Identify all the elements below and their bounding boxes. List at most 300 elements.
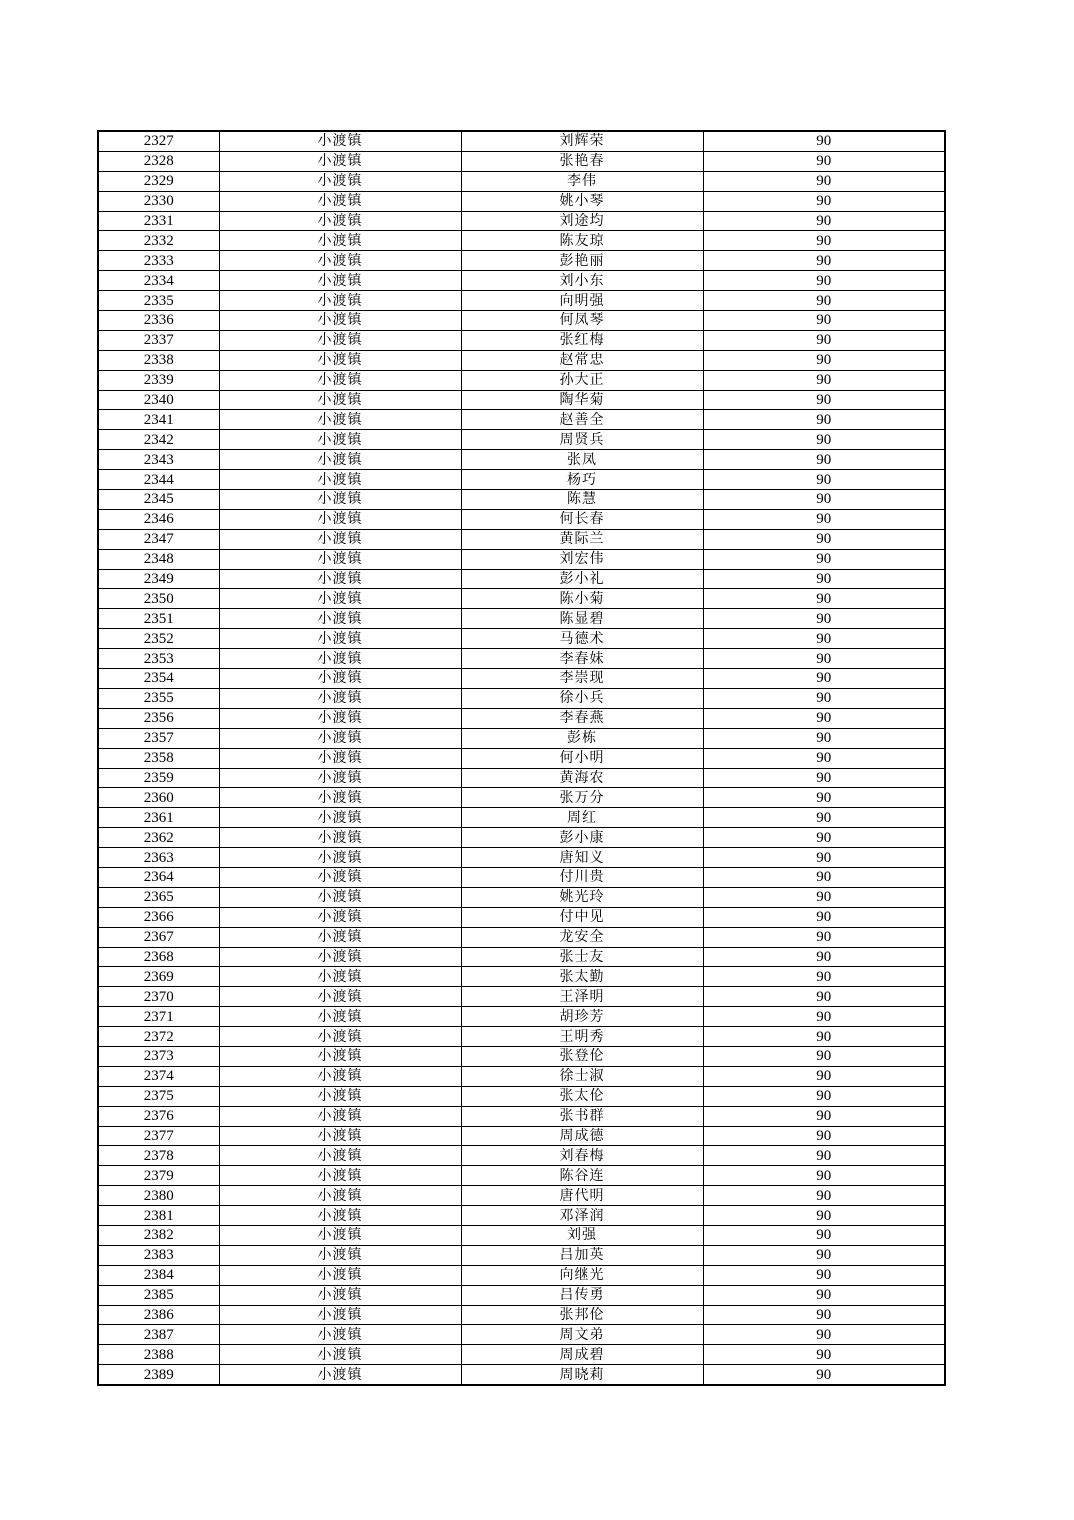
town-cell: 小渡镇: [219, 1046, 461, 1066]
town-cell: 小渡镇: [219, 271, 461, 291]
table-row: [98, 907, 945, 927]
table-row: [98, 1166, 945, 1186]
person-name-cell: 陈谷连: [461, 1166, 703, 1186]
table-row: [98, 1086, 945, 1106]
person-name-cell: 张太勤: [461, 967, 703, 987]
score-cell: 90: [703, 370, 945, 390]
row-number-cell: 2346: [98, 509, 219, 529]
person-name-cell: 彭艳丽: [461, 251, 703, 271]
person-name-cell: 刘辉荣: [461, 131, 703, 151]
table-row: [98, 1126, 945, 1146]
town-cell: 小渡镇: [219, 450, 461, 470]
score-cell: 90: [703, 907, 945, 927]
row-number-cell: 2377: [98, 1126, 219, 1146]
score-cell: 90: [703, 1027, 945, 1047]
score-cell: 90: [703, 748, 945, 768]
row-number-cell: 2385: [98, 1285, 219, 1305]
town-cell: 小渡镇: [219, 768, 461, 788]
person-name-cell: 向继光: [461, 1265, 703, 1285]
table-row: [98, 688, 945, 708]
person-name-cell: 向明强: [461, 291, 703, 311]
table-row: [98, 1146, 945, 1166]
town-cell: 小渡镇: [219, 867, 461, 887]
town-cell: 小渡镇: [219, 211, 461, 231]
table-row: [98, 569, 945, 589]
table-row: [98, 1265, 945, 1285]
score-cell: 90: [703, 191, 945, 211]
person-name-cell: 黄海农: [461, 768, 703, 788]
table-row: [98, 808, 945, 828]
person-name-cell: 杨巧: [461, 470, 703, 490]
table-row: [98, 1186, 945, 1206]
table-row: [98, 311, 945, 331]
score-cell: 90: [703, 1365, 945, 1385]
score-cell: 90: [703, 1206, 945, 1226]
table-row: [98, 430, 945, 450]
person-name-cell: 姚光玲: [461, 887, 703, 907]
row-number-cell: 2348: [98, 549, 219, 569]
person-name-cell: 赵常忠: [461, 350, 703, 370]
town-cell: 小渡镇: [219, 848, 461, 868]
score-cell: 90: [703, 311, 945, 331]
town-cell: 小渡镇: [219, 191, 461, 211]
score-cell: 90: [703, 708, 945, 728]
row-number-cell: 2382: [98, 1225, 219, 1245]
row-number-cell: 2333: [98, 251, 219, 271]
score-cell: 90: [703, 1007, 945, 1027]
score-cell: 90: [703, 509, 945, 529]
row-number-cell: 2367: [98, 927, 219, 947]
town-cell: 小渡镇: [219, 1265, 461, 1285]
person-name-cell: 周文弟: [461, 1325, 703, 1345]
score-cell: 90: [703, 410, 945, 430]
town-cell: 小渡镇: [219, 688, 461, 708]
town-cell: 小渡镇: [219, 828, 461, 848]
person-name-cell: 黄际兰: [461, 529, 703, 549]
town-cell: 小渡镇: [219, 788, 461, 808]
row-number-cell: 2383: [98, 1245, 219, 1265]
person-name-cell: 陶华菊: [461, 390, 703, 410]
town-cell: 小渡镇: [219, 490, 461, 510]
town-cell: 小渡镇: [219, 1106, 461, 1126]
row-number-cell: 2370: [98, 987, 219, 1007]
town-cell: 小渡镇: [219, 629, 461, 649]
score-cell: 90: [703, 1345, 945, 1365]
town-cell: 小渡镇: [219, 1126, 461, 1146]
person-name-cell: 周红: [461, 808, 703, 828]
person-name-cell: 周贤兵: [461, 430, 703, 450]
table-row: [98, 1225, 945, 1245]
person-name-cell: 李春燕: [461, 708, 703, 728]
table-row: [98, 470, 945, 490]
town-cell: 小渡镇: [219, 1146, 461, 1166]
row-number-cell: 2380: [98, 1186, 219, 1206]
score-cell: 90: [703, 350, 945, 370]
row-number-cell: 2368: [98, 947, 219, 967]
person-name-cell: 刘强: [461, 1225, 703, 1245]
town-cell: 小渡镇: [219, 1325, 461, 1345]
person-name-cell: 胡珍芳: [461, 1007, 703, 1027]
score-cell: 90: [703, 1225, 945, 1245]
table-row: [98, 191, 945, 211]
score-cell: 90: [703, 1126, 945, 1146]
row-number-cell: 2361: [98, 808, 219, 828]
town-cell: 小渡镇: [219, 1305, 461, 1325]
row-number-cell: 2340: [98, 390, 219, 410]
score-cell: 90: [703, 848, 945, 868]
table-row: [98, 1206, 945, 1226]
table-row: [98, 1305, 945, 1325]
town-cell: 小渡镇: [219, 728, 461, 748]
table-row: [98, 788, 945, 808]
score-cell: 90: [703, 808, 945, 828]
row-number-cell: 2376: [98, 1106, 219, 1126]
row-number-cell: 2331: [98, 211, 219, 231]
table-row: [98, 669, 945, 689]
row-number-cell: 2384: [98, 1265, 219, 1285]
row-number-cell: 2388: [98, 1345, 219, 1365]
score-cell: 90: [703, 1305, 945, 1325]
row-number-cell: 2360: [98, 788, 219, 808]
table-row: [98, 390, 945, 410]
table-row: [98, 947, 945, 967]
row-number-cell: 2362: [98, 828, 219, 848]
data-table: [97, 130, 946, 1386]
person-name-cell: 徐士淑: [461, 1066, 703, 1086]
town-cell: 小渡镇: [219, 907, 461, 927]
table-row: [98, 549, 945, 569]
row-number-cell: 2334: [98, 271, 219, 291]
person-name-cell: 张万分: [461, 788, 703, 808]
score-cell: 90: [703, 171, 945, 191]
table-row: [98, 151, 945, 171]
person-name-cell: 陈显碧: [461, 609, 703, 629]
score-cell: 90: [703, 1066, 945, 1086]
town-cell: 小渡镇: [219, 649, 461, 669]
table-row: [98, 649, 945, 669]
town-cell: 小渡镇: [219, 589, 461, 609]
table-row: [98, 211, 945, 231]
row-number-cell: 2347: [98, 529, 219, 549]
row-number-cell: 2358: [98, 748, 219, 768]
table-row: [98, 609, 945, 629]
score-cell: 90: [703, 390, 945, 410]
person-name-cell: 张书群: [461, 1106, 703, 1126]
row-number-cell: 2379: [98, 1166, 219, 1186]
table-row: [98, 1285, 945, 1305]
score-cell: 90: [703, 450, 945, 470]
person-name-cell: 吕传勇: [461, 1285, 703, 1305]
person-name-cell: 陈慧: [461, 490, 703, 510]
score-cell: 90: [703, 211, 945, 231]
person-name-cell: 彭小康: [461, 828, 703, 848]
person-name-cell: 刘小东: [461, 271, 703, 291]
person-name-cell: 周晓莉: [461, 1365, 703, 1385]
town-cell: 小渡镇: [219, 609, 461, 629]
table-row: [98, 1325, 945, 1345]
score-cell: 90: [703, 529, 945, 549]
score-cell: 90: [703, 151, 945, 171]
town-cell: 小渡镇: [219, 311, 461, 331]
person-name-cell: 王明秀: [461, 1027, 703, 1047]
row-number-cell: 2369: [98, 967, 219, 987]
row-number-cell: 2352: [98, 629, 219, 649]
town-cell: 小渡镇: [219, 947, 461, 967]
town-cell: 小渡镇: [219, 1186, 461, 1206]
town-cell: 小渡镇: [219, 927, 461, 947]
table-row: [98, 490, 945, 510]
table-row: [98, 330, 945, 350]
score-cell: 90: [703, 231, 945, 251]
person-name-cell: 刘宏伟: [461, 549, 703, 569]
row-number-cell: 2374: [98, 1066, 219, 1086]
row-number-cell: 2344: [98, 470, 219, 490]
person-name-cell: 张艳春: [461, 151, 703, 171]
town-cell: 小渡镇: [219, 1245, 461, 1265]
town-cell: 小渡镇: [219, 1225, 461, 1245]
table-row: [98, 1027, 945, 1047]
table-row: [98, 589, 945, 609]
row-number-cell: 2353: [98, 649, 219, 669]
table-row: [98, 1066, 945, 1086]
score-cell: 90: [703, 887, 945, 907]
score-cell: 90: [703, 629, 945, 649]
town-cell: 小渡镇: [219, 330, 461, 350]
person-name-cell: 刘春梅: [461, 1146, 703, 1166]
town-cell: 小渡镇: [219, 987, 461, 1007]
row-number-cell: 2363: [98, 848, 219, 868]
town-cell: 小渡镇: [219, 1365, 461, 1385]
person-name-cell: 彭小礼: [461, 569, 703, 589]
town-cell: 小渡镇: [219, 569, 461, 589]
town-cell: 小渡镇: [219, 967, 461, 987]
person-name-cell: 李春妹: [461, 649, 703, 669]
person-name-cell: 王泽明: [461, 987, 703, 1007]
row-number-cell: 2345: [98, 490, 219, 510]
town-cell: 小渡镇: [219, 1007, 461, 1027]
town-cell: 小渡镇: [219, 131, 461, 151]
town-cell: 小渡镇: [219, 1166, 461, 1186]
person-name-cell: 唐知义: [461, 848, 703, 868]
town-cell: 小渡镇: [219, 171, 461, 191]
table-row: [98, 410, 945, 430]
score-cell: 90: [703, 688, 945, 708]
row-number-cell: 2356: [98, 708, 219, 728]
table-row: [98, 271, 945, 291]
table-row: [98, 370, 945, 390]
row-number-cell: 2349: [98, 569, 219, 589]
table-row: [98, 1106, 945, 1126]
table-row: [98, 529, 945, 549]
row-number-cell: 2357: [98, 728, 219, 748]
person-name-cell: 姚小琴: [461, 191, 703, 211]
row-number-cell: 2338: [98, 350, 219, 370]
score-cell: 90: [703, 251, 945, 271]
row-number-cell: 2328: [98, 151, 219, 171]
score-cell: 90: [703, 589, 945, 609]
table-row: [98, 350, 945, 370]
score-cell: 90: [703, 927, 945, 947]
score-cell: 90: [703, 271, 945, 291]
town-cell: 小渡镇: [219, 251, 461, 271]
row-number-cell: 2330: [98, 191, 219, 211]
person-name-cell: 张凤: [461, 450, 703, 470]
table-row: [98, 887, 945, 907]
table-row: [98, 987, 945, 1007]
town-cell: 小渡镇: [219, 1206, 461, 1226]
table-row: [98, 867, 945, 887]
score-cell: 90: [703, 609, 945, 629]
table-row: [98, 1345, 945, 1365]
town-cell: 小渡镇: [219, 291, 461, 311]
town-cell: 小渡镇: [219, 509, 461, 529]
row-number-cell: 2335: [98, 291, 219, 311]
score-cell: 90: [703, 828, 945, 848]
person-name-cell: 何长春: [461, 509, 703, 529]
row-number-cell: 2354: [98, 669, 219, 689]
person-name-cell: 李伟: [461, 171, 703, 191]
table-row: [98, 171, 945, 191]
table-row: [98, 1365, 945, 1385]
score-cell: 90: [703, 867, 945, 887]
town-cell: 小渡镇: [219, 390, 461, 410]
score-cell: 90: [703, 768, 945, 788]
person-name-cell: 唐代明: [461, 1186, 703, 1206]
person-name-cell: 张登伦: [461, 1046, 703, 1066]
person-name-cell: 邓泽润: [461, 1206, 703, 1226]
score-cell: 90: [703, 1285, 945, 1305]
person-name-cell: 何小明: [461, 748, 703, 768]
score-cell: 90: [703, 131, 945, 151]
person-name-cell: 张士友: [461, 947, 703, 967]
person-name-cell: 龙安全: [461, 927, 703, 947]
score-cell: 90: [703, 1245, 945, 1265]
table-row: [98, 629, 945, 649]
town-cell: 小渡镇: [219, 669, 461, 689]
row-number-cell: 2387: [98, 1325, 219, 1345]
person-name-cell: 孙大正: [461, 370, 703, 390]
town-cell: 小渡镇: [219, 1345, 461, 1365]
town-cell: 小渡镇: [219, 708, 461, 728]
score-cell: 90: [703, 1186, 945, 1206]
row-number-cell: 2386: [98, 1305, 219, 1325]
table-row: [98, 927, 945, 947]
person-name-cell: 徐小兵: [461, 688, 703, 708]
row-number-cell: 2337: [98, 330, 219, 350]
town-cell: 小渡镇: [219, 808, 461, 828]
town-cell: 小渡镇: [219, 430, 461, 450]
town-cell: 小渡镇: [219, 1027, 461, 1047]
person-name-cell: 赵善全: [461, 410, 703, 430]
person-name-cell: 陈小菊: [461, 589, 703, 609]
person-name-cell: 何凤琴: [461, 311, 703, 331]
table-row: [98, 828, 945, 848]
score-cell: 90: [703, 330, 945, 350]
town-cell: 小渡镇: [219, 529, 461, 549]
score-cell: 90: [703, 549, 945, 569]
score-cell: 90: [703, 788, 945, 808]
table-row: [98, 708, 945, 728]
table-row: [98, 509, 945, 529]
score-cell: 90: [703, 649, 945, 669]
row-number-cell: 2351: [98, 609, 219, 629]
person-name-cell: 陈友琼: [461, 231, 703, 251]
person-name-cell: 吕加英: [461, 1245, 703, 1265]
score-cell: 90: [703, 490, 945, 510]
score-cell: 90: [703, 569, 945, 589]
row-number-cell: 2339: [98, 370, 219, 390]
table-row: [98, 748, 945, 768]
score-cell: 90: [703, 967, 945, 987]
table-row: [98, 251, 945, 271]
score-cell: 90: [703, 947, 945, 967]
score-cell: 90: [703, 1265, 945, 1285]
town-cell: 小渡镇: [219, 1285, 461, 1305]
table-row: [98, 291, 945, 311]
score-cell: 90: [703, 1325, 945, 1345]
score-cell: 90: [703, 1086, 945, 1106]
score-cell: 90: [703, 1166, 945, 1186]
person-name-cell: 彭栋: [461, 728, 703, 748]
town-cell: 小渡镇: [219, 410, 461, 430]
town-cell: 小渡镇: [219, 370, 461, 390]
row-number-cell: 2375: [98, 1086, 219, 1106]
row-number-cell: 2373: [98, 1046, 219, 1066]
row-number-cell: 2329: [98, 171, 219, 191]
score-cell: 90: [703, 728, 945, 748]
score-cell: 90: [703, 1106, 945, 1126]
row-number-cell: 2365: [98, 887, 219, 907]
town-cell: 小渡镇: [219, 350, 461, 370]
town-cell: 小渡镇: [219, 1066, 461, 1086]
row-number-cell: 2372: [98, 1027, 219, 1047]
row-number-cell: 2350: [98, 589, 219, 609]
town-cell: 小渡镇: [219, 231, 461, 251]
table-row: [98, 131, 945, 151]
person-name-cell: 李崇现: [461, 669, 703, 689]
row-number-cell: 2341: [98, 410, 219, 430]
town-cell: 小渡镇: [219, 470, 461, 490]
table-row: [98, 1245, 945, 1265]
row-number-cell: 2336: [98, 311, 219, 331]
person-name-cell: 周成碧: [461, 1345, 703, 1365]
table-row: [98, 967, 945, 987]
table-body: [98, 131, 945, 1385]
table-row: [98, 450, 945, 470]
town-cell: 小渡镇: [219, 887, 461, 907]
town-cell: 小渡镇: [219, 1086, 461, 1106]
row-number-cell: 2366: [98, 907, 219, 927]
row-number-cell: 2381: [98, 1206, 219, 1226]
score-cell: 90: [703, 470, 945, 490]
table-row: [98, 231, 945, 251]
row-number-cell: 2378: [98, 1146, 219, 1166]
town-cell: 小渡镇: [219, 549, 461, 569]
person-name-cell: 张邦伦: [461, 1305, 703, 1325]
score-cell: 90: [703, 430, 945, 450]
person-name-cell: 马德术: [461, 629, 703, 649]
table-row: [98, 768, 945, 788]
person-name-cell: 刘途均: [461, 211, 703, 231]
row-number-cell: 2332: [98, 231, 219, 251]
town-cell: 小渡镇: [219, 748, 461, 768]
person-name-cell: 张太伦: [461, 1086, 703, 1106]
person-name-cell: 付川贵: [461, 867, 703, 887]
row-number-cell: 2355: [98, 688, 219, 708]
row-number-cell: 2327: [98, 131, 219, 151]
score-cell: 90: [703, 1146, 945, 1166]
row-number-cell: 2343: [98, 450, 219, 470]
